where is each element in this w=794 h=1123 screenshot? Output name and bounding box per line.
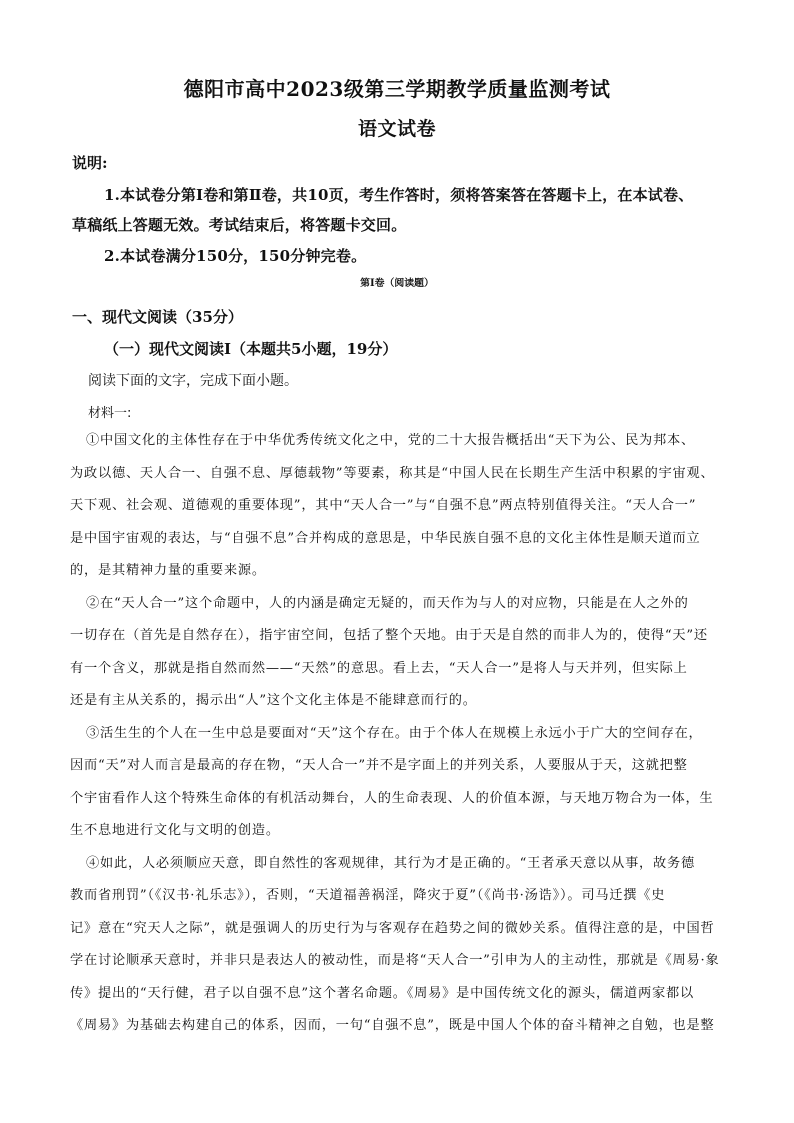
paragraph-3: [70, 718, 730, 848]
subsection-heading: （一）现代文阅读Ⅰ（本题共5小题，19分）: [104, 340, 398, 358]
paragraph-line: 因而“天”对人而言是最高的存在物，“天人合一”并不是字面上的并列关系，人要服从于天，这就把整: [70, 758, 688, 773]
paragraph-line: 记》意在“究天人之际”，就是强调人的历史行为与客观存在趋势之间的微妙关系。值得注意的是，中国哲: [70, 920, 715, 936]
notes-item-2: 2.本试卷满分150分，150分钟完卷。: [104, 247, 367, 265]
exam-title: 德阳市高中2023级第三学期教学质量监测考试: [183, 77, 611, 101]
paragraph-line: ②在“天人合一”这个命题中，人的内涵是确定无疑的，而天作为与人的对应物，只能是在人之外的: [86, 595, 689, 611]
paragraph-line: 还是有主从关系的，揭示出“人”这个文化主体是不能肆意而行的。: [70, 693, 477, 708]
paragraph-line: 学在讨论顺承天意时，并非只是表达人的被动性，而是将“天人合一”引申为人的主动性，那就是《周易·象: [70, 953, 720, 968]
material-label: 材料一:: [88, 406, 132, 421]
paragraph-line: 一切存在（首先是自然存在），指宇宙空间，包括了整个天地。由于天是自然的而非人为的，使得“天”还: [70, 628, 708, 643]
paragraph-line: 个宇宙看作人这个特殊生命体的有机活动舞台，人的生命表现、人的价值本源，与天地万物合为一体，生: [70, 790, 714, 806]
paragraph-line: 教而省刑罚”（《汉书·礼乐志》），否则，“天道福善祸淫，降灾于夏”（《尚书·汤诰》）。司马迁撰《史: [70, 888, 666, 903]
paragraph-line: 天下观、社会观、道德观的重要体现”，其中“天人合一”与“自强不息”两点特别值得关注。“天人合一”: [70, 498, 697, 513]
paragraph-line: ①中国文化的主体性存在于中华优秀传统文化之中，党的二十大报告概括出“天下为公、民为邦本、: [86, 433, 695, 448]
paragraph-line: 的，是其精神力量的重要来源。: [70, 563, 266, 578]
paragraph-line: ④如此，人必须顺应天意，即自然性的客观规律，其行为才是正确的。“王者承天意以从事，故务德: [86, 855, 695, 871]
section-heading: 一、现代文阅读（35分）: [72, 308, 243, 326]
paragraph-2: [70, 588, 730, 718]
paragraph-line: 传》提出的“天行健，君子以自强不息”这个著名命题。《周易》是中国传统文化的源头，儒道两家都以: [70, 985, 694, 1001]
paragraph-line: 有一个含义，那就是指自然而然——“天然”的意思。看上去，“天人合一”是将人与天并列，但实际上: [70, 660, 688, 676]
paragraph-line: 是中国宇宙观的表达，与“自强不息”合并构成的意思是，中华民族自强不息的文化主体性是顺天道而立: [70, 530, 701, 546]
paragraph-line: 《周易》为基础去构建自己的体系，因而，一句“自强不息”，既是中国人个体的奋斗精神之自勉，也是整: [70, 1018, 715, 1033]
volume-heading: 第Ⅰ卷（阅读题）: [360, 278, 434, 289]
paragraph-line: 为政以德、天人合一、自强不息、厚德载物”等要素，称其是“中国人民在长期生产生活中积累的宇宙观、: [70, 465, 715, 481]
notes-item-1-line-1: 1.本试卷分第Ⅰ卷和第Ⅱ卷，共10页，考生作答时，须将答案答在答题卡上，在本试卷、: [104, 186, 694, 204]
notes-label: 说明:: [72, 154, 108, 172]
paragraph-line: ③活生生的个人在一生中总是要面对“天”这个存在。由于个体人在规模上永远小于广大的空间存在，: [86, 725, 703, 741]
paragraph-4: [70, 848, 730, 1043]
reading-instruction: 阅读下面的文字，完成下面小题。: [88, 373, 298, 389]
paragraph-line: 生不息地进行文化与文明的创造。: [70, 823, 280, 838]
material-body: [70, 425, 730, 1043]
exam-subtitle: 语文试卷: [357, 118, 436, 140]
notes-item-1-line-2: 草稿纸上答题无效。考试结束后，将答题卡交回。: [72, 216, 407, 234]
paragraph-1: [70, 425, 730, 588]
